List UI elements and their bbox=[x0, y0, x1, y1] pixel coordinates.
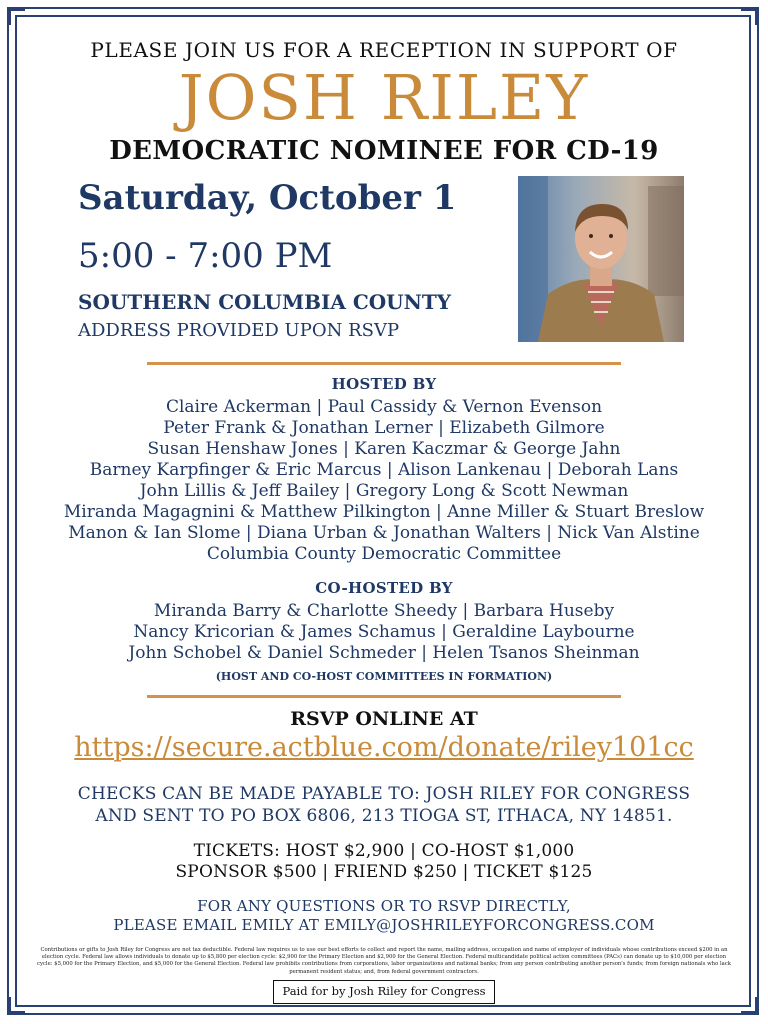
invitation-content bbox=[30, 30, 738, 976]
rsvp-link[interactable]: https://secure.actblue.com/donate/riley101cc bbox=[74, 732, 694, 763]
checks-info bbox=[30, 783, 738, 827]
co-host-list bbox=[30, 601, 738, 664]
divider bbox=[147, 695, 621, 698]
event-time: 5:00 - 7:00 PM bbox=[78, 236, 333, 276]
checks-line: CHECKS CAN BE MADE PAYABLE TO: JOSH RILEY FOR CONGRESS bbox=[77, 784, 691, 804]
co-host-line: Nancy Kricorian & James Schamus | Geraldine Laybourne bbox=[133, 622, 635, 642]
contact-email-line[interactable]: PLEASE EMAIL EMILY AT EMILY@JOSHRILEYFORCONGRESS.COM bbox=[113, 916, 655, 934]
event-info bbox=[30, 178, 738, 350]
contact-info bbox=[30, 897, 738, 935]
event-county: SOUTHERN COLUMBIA COUNTY bbox=[78, 290, 452, 314]
candidate-name: JOSH RILEY bbox=[178, 61, 590, 134]
host-line: Miranda Magagnini & Matthew Pilkington | Anne Miller & Stuart Breslow bbox=[63, 502, 705, 522]
host-line: Susan Henshaw Jones | Karen Kaczmar & George Jahn bbox=[147, 439, 621, 459]
intro-line: PLEASE JOIN US FOR A RECEPTION IN SUPPORT OF bbox=[90, 38, 678, 62]
legal-disclaimer: Contributions or gifts to Josh Riley for Congress are not tax deductible. Federal law requires us to use our best efforts to collect and report the name, mailing address, occupation and name of employer of individuals whose contributions exceed $200 in an election cycle. Federal law allows individuals to donate up to $5,800 per election cycle: $2,900 for the Primary Election and $2,900 for the General Election. Federal multicandidate political action committees (PACs) can donate up to $10,000 per election cycle: $5,000 for the Primary Election, and $5,000 for the General Election. Federal law prohibits contributions from corporations, labor organizations and national banks; from any person contributing another person's funds; from foreign nationals who lack permanent resident status; and, from federal government contractors. bbox=[36, 947, 731, 975]
contact-line: FOR ANY QUESTIONS OR TO RSVP DIRECTLY, bbox=[197, 897, 571, 915]
host-line: Peter Frank & Jonathan Lerner | Elizabeth Gilmore bbox=[163, 418, 605, 438]
candidate-portrait-icon bbox=[518, 176, 684, 342]
event-date: Saturday, October 1 bbox=[78, 178, 457, 218]
host-line: Manon & Ian Slome | Diana Urban & Jonathan Walters | Nick Van Alstine bbox=[68, 523, 700, 543]
host-line: Columbia County Democratic Committee bbox=[206, 544, 562, 564]
committee-note: (HOST AND CO-HOST COMMITTEES IN FORMATION) bbox=[215, 670, 553, 683]
ticket-prices bbox=[30, 841, 738, 883]
host-list bbox=[30, 397, 738, 565]
host-line: Barney Karpfinger & Eric Marcus | Alison Lankenau | Deborah Lans bbox=[89, 460, 679, 480]
hosted-by-title: HOSTED BY bbox=[331, 375, 437, 393]
nominee-line: DEMOCRATIC NOMINEE FOR CD-19 bbox=[109, 136, 659, 166]
co-host-line: Miranda Barry & Charlotte Sheedy | Barbara Huseby bbox=[153, 601, 615, 621]
rsvp-label: RSVP ONLINE AT bbox=[290, 708, 478, 730]
host-line: Claire Ackerman | Paul Cassidy & Vernon Evenson bbox=[165, 397, 603, 417]
candidate-photo bbox=[518, 176, 684, 342]
co-hosted-by-title: CO-HOSTED BY bbox=[315, 579, 453, 597]
host-line: John Lillis & Jeff Bailey | Gregory Long & Scott Newman bbox=[139, 481, 629, 501]
paid-for-box: Paid for by Josh Riley for Congress bbox=[273, 980, 495, 1004]
checks-line: AND SENT TO PO BOX 6806, 213 TIOGA ST, ITHACA, NY 14851. bbox=[95, 806, 673, 826]
event-address-note: ADDRESS PROVIDED UPON RSVP bbox=[78, 320, 400, 341]
co-host-line: John Schobel & Daniel Schmeder | Helen Tsanos Sheinman bbox=[128, 643, 640, 663]
ticket-line: TICKETS: HOST $2,900 | CO-HOST $1,000 bbox=[193, 841, 575, 861]
ticket-line: SPONSOR $500 | FRIEND $250 | TICKET $125 bbox=[175, 862, 593, 882]
divider bbox=[147, 362, 621, 365]
